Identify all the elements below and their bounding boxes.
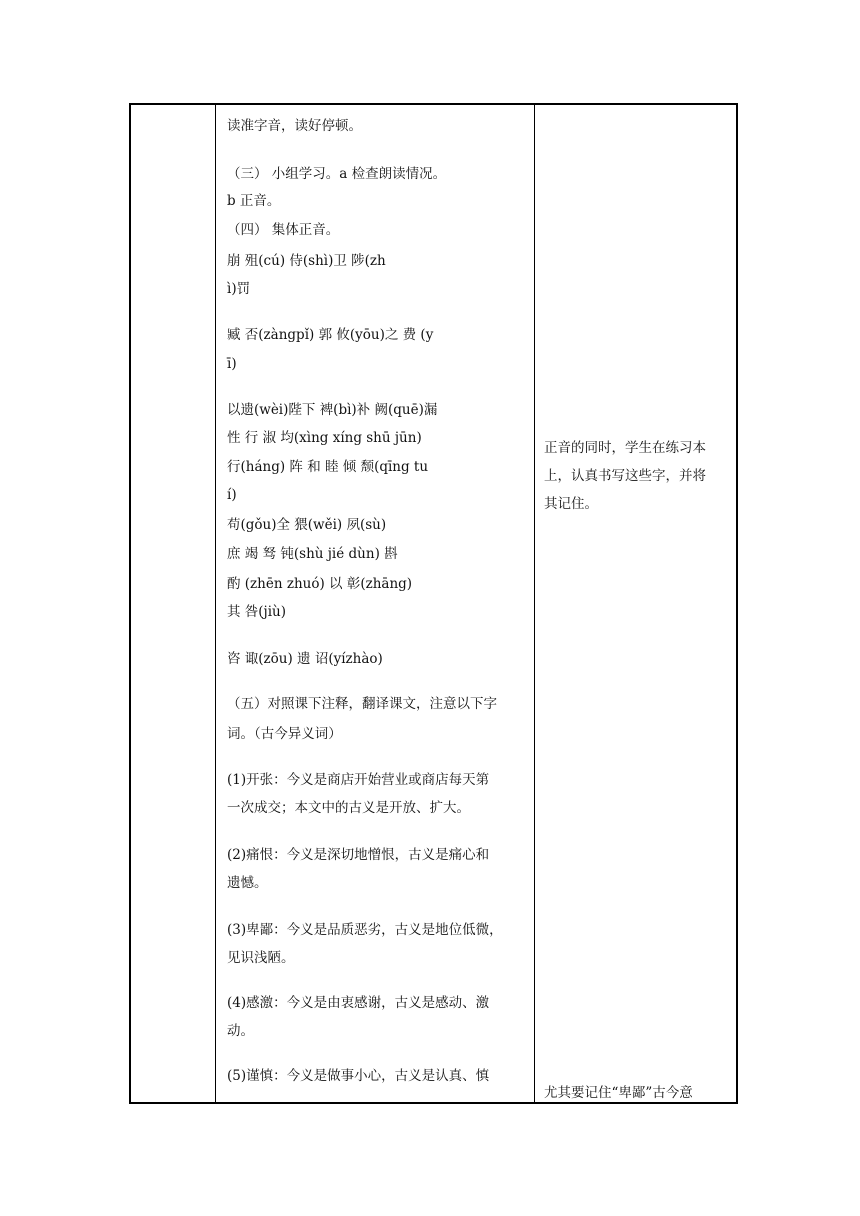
- text-line: (4)感激：今义是由衷感谢，古义是感动、激: [227, 995, 490, 1011]
- text-line: 臧 否(zàngpǐ) 郭 攸(yōu)之 费 (y: [227, 327, 434, 343]
- text-line: 庶 竭 驽 钝(shù jié dùn) 斟: [227, 546, 398, 562]
- text-line: 正音的同时，学生在练习本: [544, 440, 706, 456]
- text-line: í): [227, 487, 237, 503]
- text-line: （五）对照课下注释，翻译课文，注意以下字: [227, 696, 497, 712]
- column-divider-1: [215, 105, 216, 1102]
- text-line: 咨 诹(zōu) 遗 诏(yízhào): [227, 651, 383, 667]
- text-line: 尤其要记住“卑鄙”古今意: [544, 1085, 693, 1101]
- text-line: 其记住。: [544, 496, 598, 512]
- text-line: 性 行 淑 均(xìng xíng shū jūn): [227, 430, 422, 446]
- text-line: (2)痛恨：今义是深切地憎恨，古义是痛心和: [227, 847, 490, 863]
- text-line: ī): [227, 356, 237, 372]
- text-line: 见识浅陋。: [227, 950, 295, 966]
- column-divider-2: [534, 105, 535, 1102]
- text-line: 其 咎(jiù): [227, 604, 287, 620]
- text-line: 词。（古今异义词）: [227, 726, 342, 742]
- text-line: 遗憾。: [227, 875, 268, 891]
- lesson-table: [129, 103, 738, 1104]
- text-line: 苟(gǒu)全 猥(wěi) 夙(sù): [227, 517, 387, 533]
- text-line: （四） 集体正音。: [227, 222, 340, 238]
- text-line: 动。: [227, 1023, 254, 1039]
- text-line: ì)罚: [227, 281, 251, 297]
- text-line: 崩 殂(cú) 侍(shì)卫 陟(zh: [227, 253, 386, 269]
- text-line: 酌 (zhēn zhuó) 以 彰(zhāng): [227, 576, 413, 592]
- text-line: 上，认真书写这些字，并将: [544, 468, 706, 484]
- text-line: (1)开张：今义是商店开始营业或商店每天第: [227, 772, 490, 788]
- text-line: b 正音。: [227, 193, 281, 209]
- text-line: 行(háng) 阵 和 睦 倾 颓(qīng tu: [227, 459, 429, 475]
- text-line: (5)谨慎：今义是做事小心，古义是认真、慎: [227, 1068, 490, 1084]
- text-line: 一次成交；本文中的古义是开放、扩大。: [227, 800, 470, 816]
- text-line: (3)卑鄙：今义是品质恶劣，古义是地位低微，: [227, 922, 503, 938]
- text-line: 读准字音，读好停顿。: [227, 118, 362, 134]
- text-line: 以遗(wèi)陛下 裨(bì)补 阙(quē)漏: [227, 402, 438, 418]
- text-line: （三） 小组学习。a 检查朗读情况。: [227, 166, 447, 182]
